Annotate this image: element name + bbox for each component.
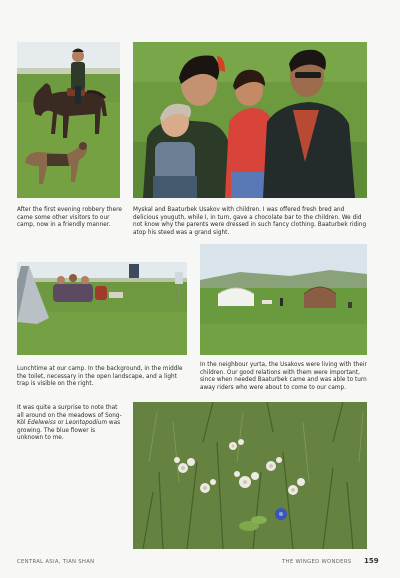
photo-lunchtime-camp <box>17 262 187 355</box>
caption-yurta: In the neighbour yurta, the Usakovs were living with their children. Our good relations with them were important, since when needed Baaturbek came and was able to turn away riders who were about to come to our camp. <box>200 362 367 391</box>
caption-edelweiss-italic-2: Leontopodium <box>65 420 108 427</box>
photo-edelweiss-flowers <box>133 402 367 549</box>
caption-lunch: Lunchtime at our camp. In the background, in the middle the toilet, necessary in the open landscape, and a light trap is visible on the right. <box>17 366 183 388</box>
caption-edelweiss-text-1: It was quite a surprise to note that all around on the meadows of Song-Köl <box>17 405 122 427</box>
footer-left: CENTRAL ASIA, TIAN SHAN <box>17 559 95 565</box>
caption-rider: After the first evening robbery there came some other visitors to our camp, now in a friendly manner. <box>17 207 122 229</box>
caption-edelweiss-italic-1: Edelweiss <box>27 420 56 427</box>
caption-edelweiss-text-3: was growing. The blue flower is unknown to me. <box>17 420 121 442</box>
caption-edelweiss <box>17 405 122 443</box>
caption-edelweiss-text-2: or <box>55 420 66 427</box>
photo-rider-with-dog <box>17 42 120 198</box>
caption-family: Myskal and Baaturbek Usakov with children. I was offered fresh bred and delicious youguth, while I, in turn, gave a chocolate bar to the children. We did not know why the parents were dressed in such fancy clothing. Baaturbek riding atop his steed was a grand sight. <box>133 207 367 236</box>
page-number: 159 <box>364 557 379 565</box>
photo-family-portrait <box>133 42 367 198</box>
footer-right: THE WINGED WONDERS <box>282 559 352 565</box>
photo-neighbour-yurta <box>200 244 367 355</box>
